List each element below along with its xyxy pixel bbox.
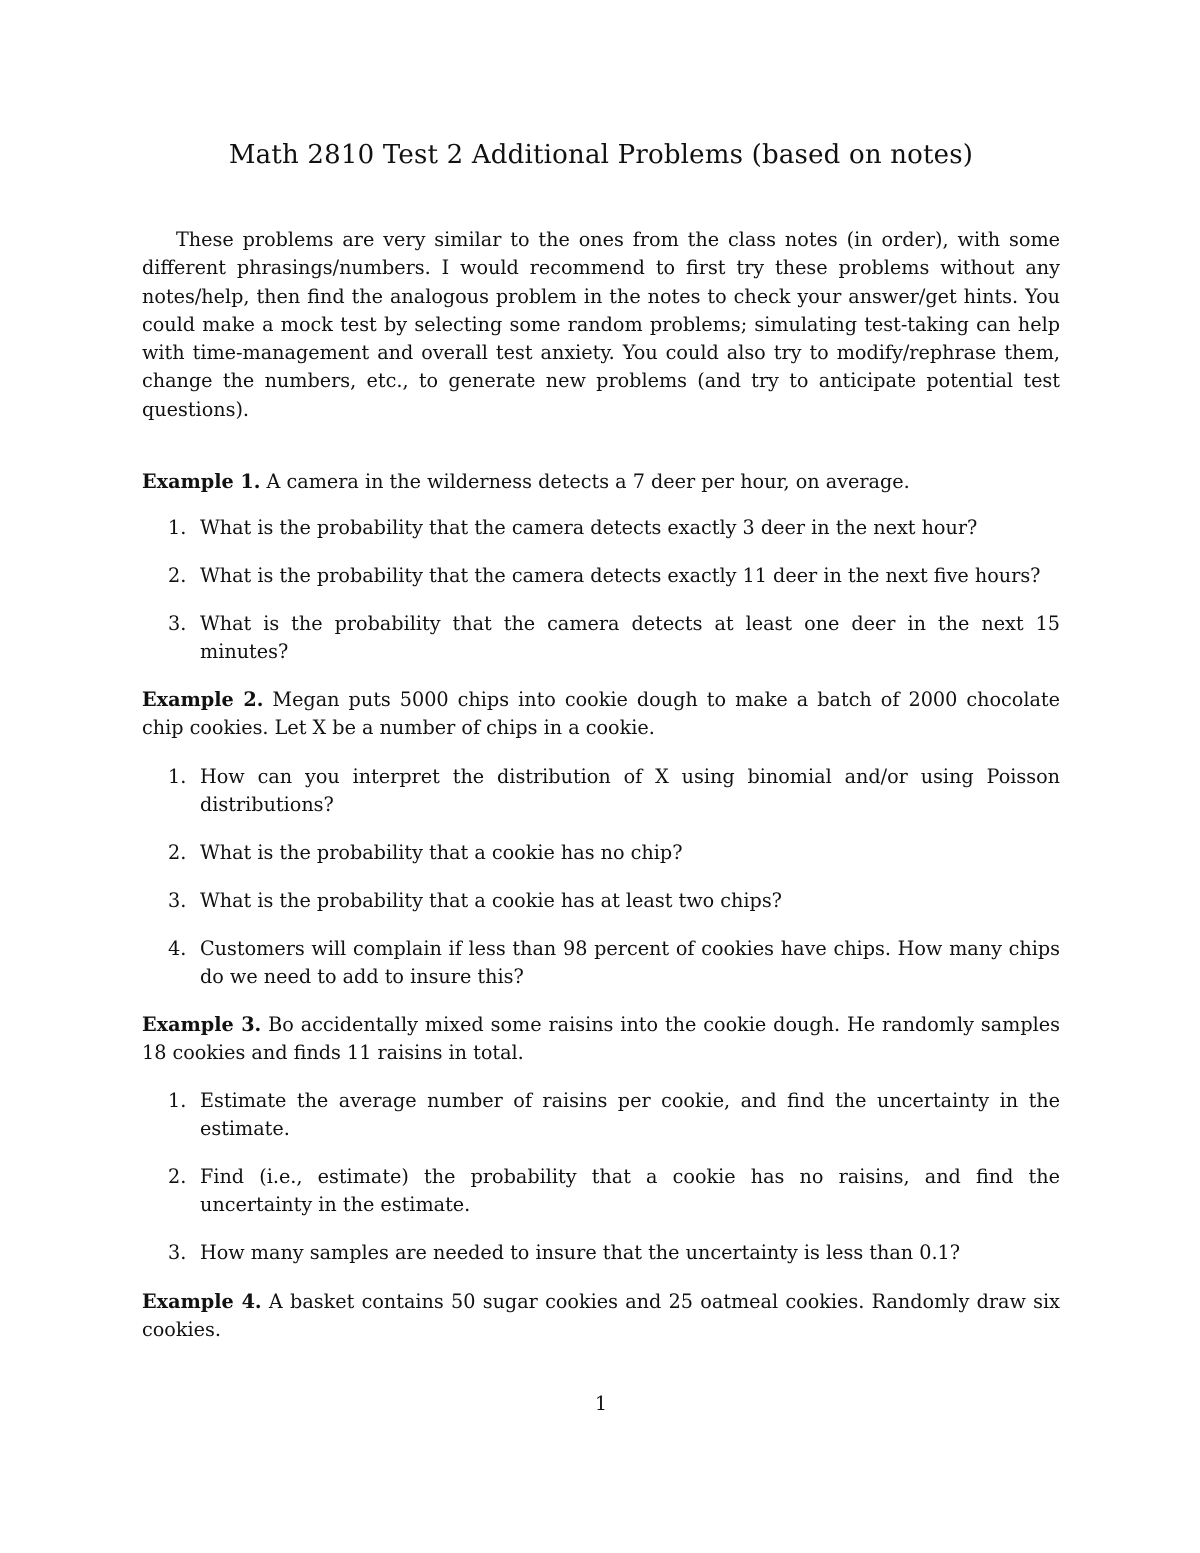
example-4 [142,1288,1060,1345]
list-item-number: 3. [168,1241,187,1265]
example-1-text: A camera in the wilderness detects a 7 deer per hour, on average. [266,470,910,493]
list-item-number: 1. [168,516,187,539]
list-item-number: 1. [168,1089,187,1112]
example-2-label: Example 2. [142,688,264,711]
list-item [142,763,1060,820]
example-3-text: Bo accidentally mixed some raisins into the cookie dough. He randomly samples 18 cookies and finds 11 raisins in total. [142,1013,1060,1065]
list-item-text: Customers will complain if less than 98 percent of cookies have chips. How many chips do we need to add to insure this? [200,936,1060,988]
list-item-text: How many samples are needed to insure that the uncertainty is less than 0.1? [200,1241,961,1265]
list-item-text: How can you interpret the distribution of X using binomial and/or using Poisson distributions? [200,765,1060,817]
list-item [142,514,1060,542]
example-2 [142,686,1060,743]
list-item-text: What is the probability that a cookie has at least two chips? [200,888,782,912]
list-item [142,839,1060,867]
list-item-number: 2. [168,563,187,587]
list-item [142,935,1060,992]
example-3-label: Example 3. [142,1013,262,1036]
list-item [142,887,1060,915]
list-item-text: What is the probability that a cookie has no chip? [200,841,683,865]
list-item-number: 2. [168,1165,187,1189]
example-3-list [142,1087,1060,1287]
example-1 [142,468,1060,496]
list-item-text: What is the probability that the camera detects exactly 11 deer in the next five hours? [200,563,1041,587]
list-item [142,1239,1060,1267]
example-1-list [142,514,1060,686]
example-4-text: A basket contains 50 sugar cookies and 25 oatmeal cookies. Randomly draw six cookies. [142,1290,1060,1342]
example-3 [142,1011,1060,1068]
example-1-label: Example 1. [142,470,261,493]
list-item-number: 4. [168,936,187,960]
example-2-text: Megan puts 5000 chips into cookie dough to make a batch of 2000 chocolate chip cookies. Let X be a number of chips in a cookie. [142,688,1060,740]
list-item-number: 1. [168,765,187,788]
document-title: Math 2810 Test 2 Additional Problems (based on notes) [228,140,974,170]
list-item-text: Find (i.e., estimate) the probability that a cookie has no raisins, and find the uncertainty in the estimate. [200,1165,1060,1217]
list-item [142,1087,1060,1144]
list-item [142,1163,1060,1220]
list-item-text: Estimate the average number of raisins per cookie, and find the uncertainty in the estimate. [200,1089,1060,1141]
list-item-number: 3. [168,888,187,912]
list-item [142,562,1060,590]
list-item-text: What is the probability that the camera detects exactly 3 deer in the next hour? [200,516,978,539]
list-item-number: 2. [168,841,187,865]
list-item [142,610,1060,667]
example-2-list [142,763,1060,1011]
example-4-label: Example 4. [142,1290,262,1313]
page-number: 1 [594,1392,608,1415]
intro-paragraph: These problems are very similar to the ones from the class notes (in order), with some different phrasings/numbers. I would recommend to first try these problems without any notes/help, then find the analogous problem in the notes to check your answer/get hints. You could make a mock test by selecting some random problems; simulating test-taking can help with time-management and overall test anxiety. You could also try to modify/rephrase them, change the numbers, etc., to generate new problems (and try to anticipate potential test questions). [142,228,1060,421]
list-item-text: What is the probability that the camera detects at least one deer in the next 15 minutes? [200,611,1060,663]
list-item-number: 3. [168,611,187,635]
